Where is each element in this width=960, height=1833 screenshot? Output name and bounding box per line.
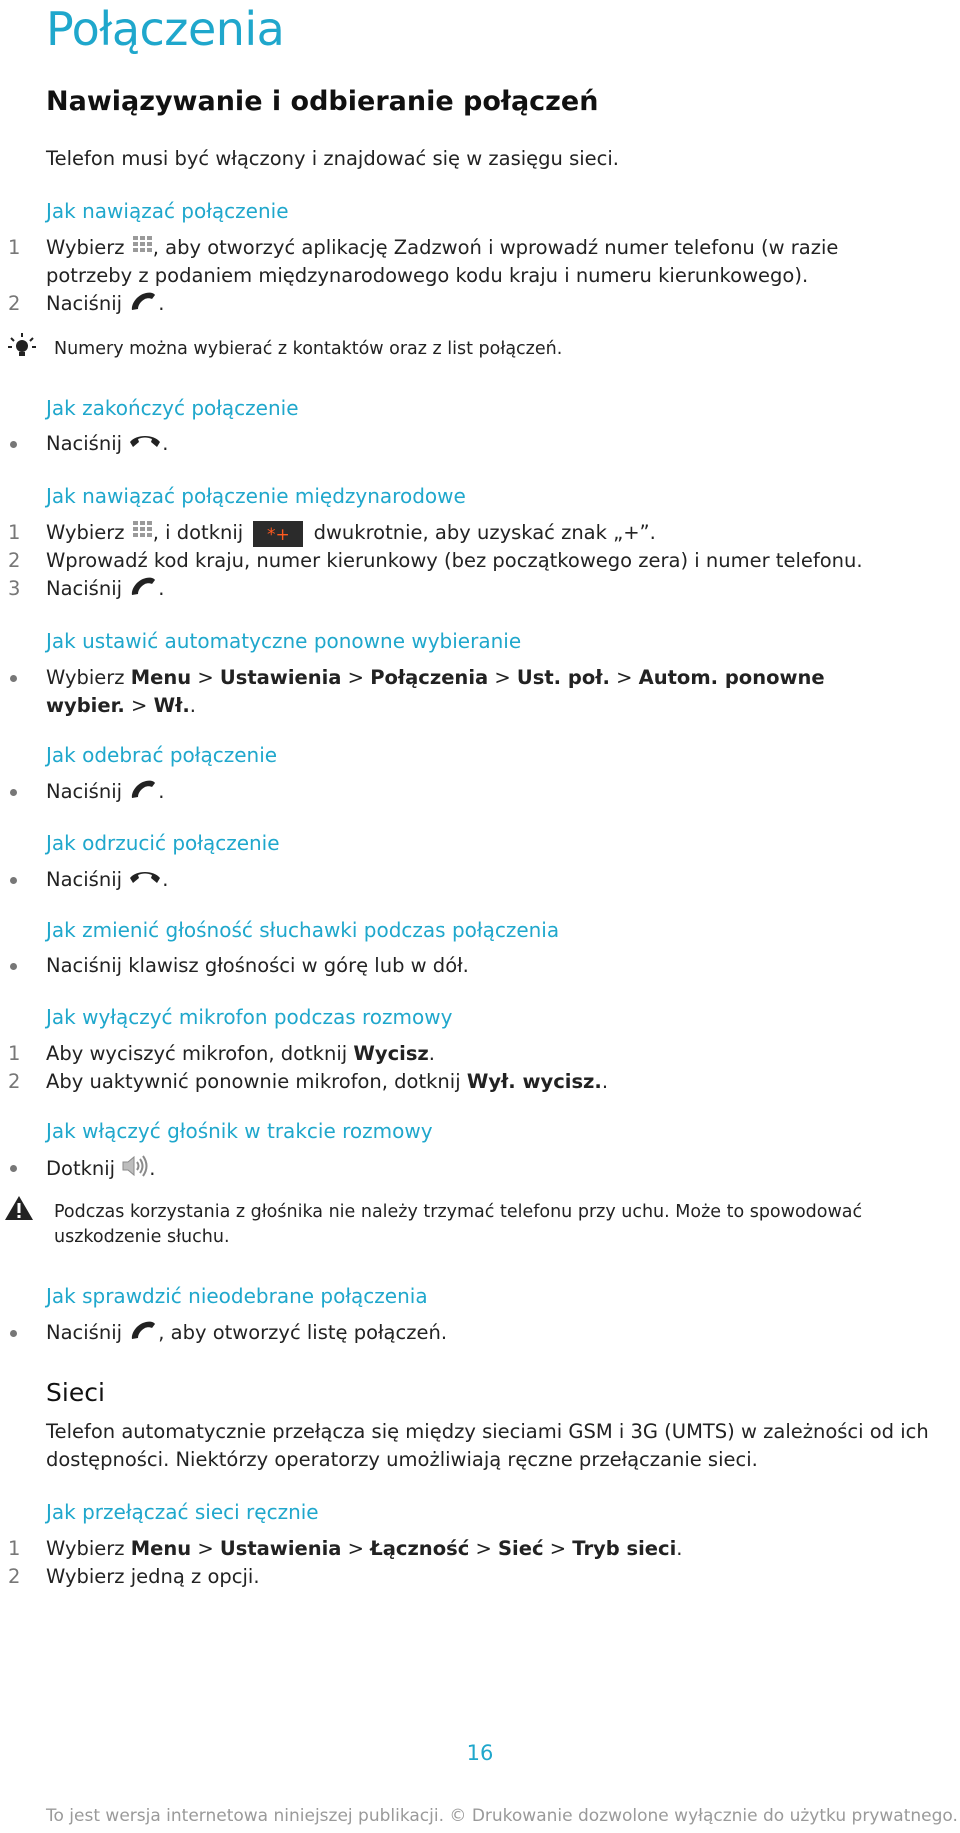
bullet [10, 963, 17, 970]
page-title: Połączenia [46, 2, 285, 56]
subheading-missed: Jak sprawdzić nieodebrane połączenia [46, 1284, 428, 1308]
step-text: Aby uaktywnić ponownie mikrofon, dotknij Wył. wycisz.. [46, 1070, 609, 1093]
tip-text: Numery można wybierać z kontaktów oraz z list połączeń. [54, 339, 563, 359]
subheading-reject-call: Jak odrzucić połączenie [46, 831, 280, 855]
call-handset-icon [128, 1319, 158, 1348]
subheading-end-call: Jak zakończyć połączenie [46, 396, 299, 420]
subheading-switch-network: Jak przełączać sieci ręcznie [46, 1500, 319, 1524]
networks-para-cont: dostępności. Niektórzy operatorzy umożliwiają ręczne przełączanie sieci. [46, 1448, 758, 1471]
call-handset-icon [128, 575, 158, 604]
auto-redial-path: Wybierz Menu > Ustawienia > Połączenia > Ust. poł. > Autom. ponowne [46, 666, 825, 689]
step-number: 2 [8, 549, 21, 572]
step-text: Wybierz Menu > Ustawienia > Łączność > Sieć > Tryb sieci. [46, 1537, 683, 1560]
auto-redial-path-cont: wybier. > Wł.. [46, 694, 196, 717]
reject-call-text: Naciśnij . [46, 866, 168, 895]
step-number: 1 [8, 1042, 21, 1065]
section-heading-calls: Nawiązywanie i odbieranie połączeń [46, 86, 599, 117]
warning-text: Podczas korzystania z głośnika nie należy trzymać telefonu przy uchu. Może to spowodować [54, 1202, 863, 1222]
footer-notice: To jest wersja internetowa niniejszej publikacji. © Drukowanie dozwolone wyłącznie do użytku prywatnego. [46, 1806, 958, 1826]
subheading-mute: Jak wyłączyć mikrofon podczas rozmowy [46, 1005, 453, 1029]
step-text: Wybierz , i dotknij *+ dwukrotnie, aby uzyskać znak „+”. [46, 519, 656, 548]
networks-para: Telefon automatycznie przełącza się między sieciami GSM i 3G (UMTS) w zależności od ich [46, 1420, 929, 1443]
warning-icon [4, 1195, 34, 1225]
step-number: 3 [8, 577, 21, 600]
answer-call-text: Naciśnij . [46, 778, 164, 807]
subheading-answer-call: Jak odebrać połączenie [46, 743, 278, 767]
warning-text-cont: uszkodzenie słuchu. [54, 1227, 230, 1247]
keypad-icon [131, 234, 153, 263]
star-plus-key-icon: *+ [253, 521, 303, 547]
step-text-cont: potrzeby z podaniem międzynarodowego kodu kraju i numeru kierunkowego). [46, 264, 809, 287]
end-call-text: Naciśnij . [46, 430, 168, 459]
lightbulb-icon [8, 332, 36, 364]
step-text: Naciśnij . [46, 290, 164, 319]
section-heading-networks: Sieci [46, 1378, 105, 1407]
step-number: 1 [8, 521, 21, 544]
subheading-make-call: Jak nawiązać połączenie [46, 199, 289, 223]
section-intro: Telefon musi być włączony i znajdować się w zasięgu sieci. [46, 147, 619, 170]
volume-text: Naciśnij klawisz głośności w górę lub w dół. [46, 954, 469, 977]
missed-text: Naciśnij , aby otworzyć listę połączeń. [46, 1319, 447, 1348]
step-number: 1 [8, 1537, 21, 1560]
step-number: 1 [8, 236, 21, 259]
speaker-icon [121, 1154, 149, 1185]
subheading-speaker: Jak włączyć głośnik w trakcie rozmowy [46, 1119, 433, 1143]
step-number: 2 [8, 1070, 21, 1093]
speaker-text: Dotknij . [46, 1154, 155, 1185]
bullet [10, 441, 17, 448]
step-number: 2 [8, 1565, 21, 1588]
bullet [10, 1165, 17, 1172]
end-call-icon [128, 866, 162, 895]
bullet [10, 675, 17, 682]
step-number: 2 [8, 292, 21, 315]
step-text: Wybierz , aby otworzyć aplikację Zadzwoń i wprowadź numer telefonu (w razie [46, 234, 838, 263]
subheading-auto-redial: Jak ustawić automatyczne ponowne wybieranie [46, 629, 522, 653]
bullet [10, 1330, 17, 1337]
page-number: 16 [466, 1741, 494, 1765]
call-handset-icon [128, 778, 158, 807]
step-text: Naciśnij . [46, 575, 164, 604]
end-call-icon [128, 430, 162, 459]
call-handset-icon [128, 290, 158, 319]
bullet [10, 789, 17, 796]
bullet [10, 877, 17, 884]
keypad-icon [131, 519, 153, 548]
subheading-volume: Jak zmienić głośność słuchawki podczas połączenia [46, 918, 560, 942]
step-text: Wybierz jedną z opcji. [46, 1565, 260, 1588]
step-text: Aby wyciszyć mikrofon, dotknij Wycisz. [46, 1042, 435, 1065]
step-text: Wprowadź kod kraju, numer kierunkowy (bez początkowego zera) i numer telefonu. [46, 549, 863, 572]
subheading-intl-call: Jak nawiązać połączenie międzynarodowe [46, 484, 466, 508]
